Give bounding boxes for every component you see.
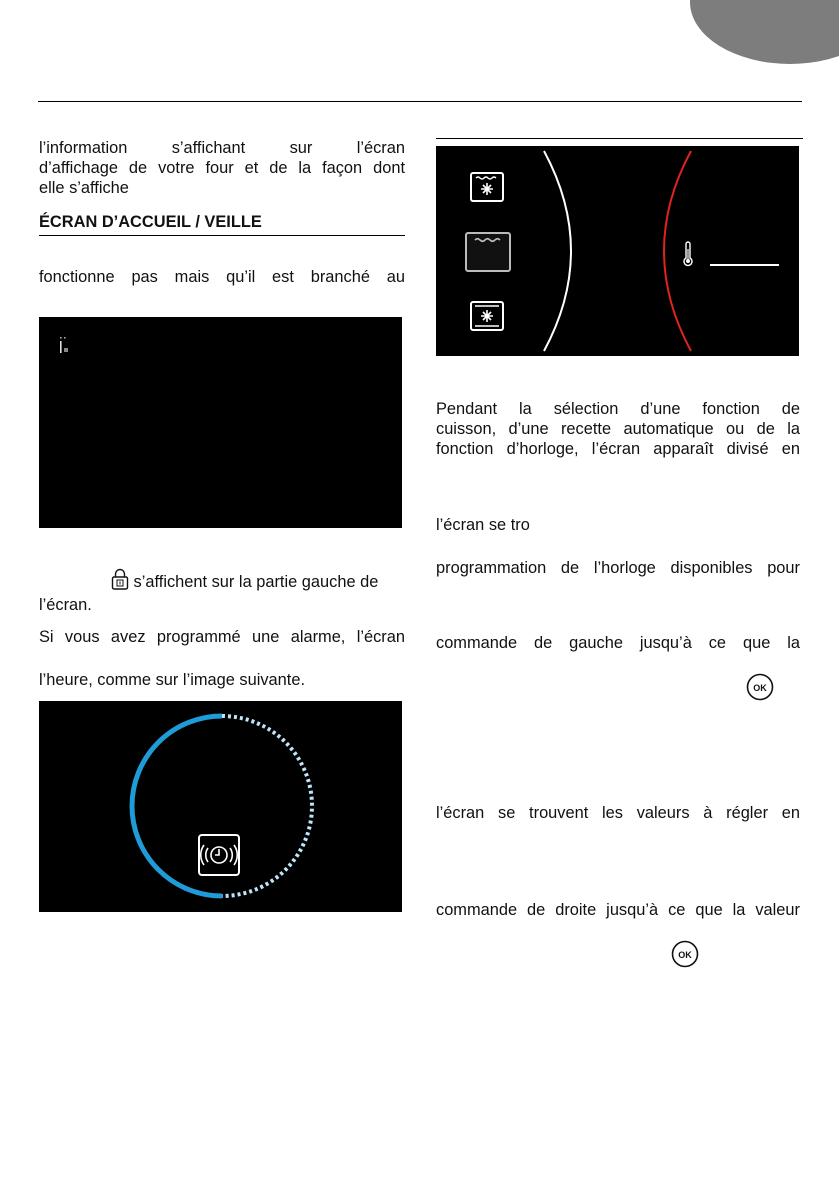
paragraph-lock-line2: l’écran. [39, 596, 92, 614]
paragraph-selection-3: fonction d’horloge, l’écran apparaît divisé en [436, 440, 800, 458]
paragraph-prog: programmation de l’horloge disponibles pour [436, 559, 800, 577]
right-column-rule [436, 138, 803, 139]
intro-line-2: d’affichage de votre four et de la façon dont [39, 159, 405, 177]
paragraph-tro: l’écran se tro [436, 516, 530, 534]
lock-icon [111, 568, 129, 590]
paragraph-selection-1: Pendant la sélection d’une fonction de [436, 400, 800, 418]
intro-line-1: l’information s’affichant sur l’écran [39, 139, 405, 157]
page-tab-marker [690, 0, 839, 64]
paragraph-lock [39, 568, 409, 593]
paragraph-alarm: Si vous avez programmé une alarme, l’écran [39, 628, 405, 646]
ok-button-icon [746, 673, 774, 701]
alarm-clock-icon [197, 833, 241, 877]
paragraph-selection-2: cuisson, d’une recette automatique ou de la [436, 420, 800, 438]
paragraph-gauche: commande de gauche jusqu’à ce que la [436, 634, 800, 652]
top-heat-fan-icon [470, 172, 504, 202]
conventional-oven-icon [465, 232, 511, 272]
standby-indicator-icon [58, 336, 72, 354]
alarm-screen [39, 701, 402, 912]
standby-screen [39, 317, 402, 528]
paragraph-droite: commande de droite jusqu’à ce que la valeur [436, 901, 800, 919]
intro-line-3: elle s’affiche [39, 179, 129, 197]
thermometer-icon [682, 241, 694, 267]
section-heading: ÉCRAN D’ACCUEIL / VEILLE [39, 213, 405, 236]
svg-text:OK: OK [678, 950, 692, 960]
paragraph-branche: fonctionne pas mais qu’il est branché au [39, 268, 405, 286]
paragraph-valeurs: l’écran se trouvent les valeurs à régler en [436, 804, 800, 822]
svg-text:OK: OK [753, 683, 767, 693]
ok-button-icon [671, 940, 699, 968]
fan-oven-icon [470, 301, 504, 331]
paragraph-heure: l’heure, comme sur l’image suivante. [39, 671, 306, 689]
alarm-ring-graphic [39, 701, 402, 912]
function-selection-screen [436, 146, 799, 356]
lock-text: s’affichent sur la partie gauche de [129, 573, 379, 591]
header-rule [38, 101, 802, 102]
